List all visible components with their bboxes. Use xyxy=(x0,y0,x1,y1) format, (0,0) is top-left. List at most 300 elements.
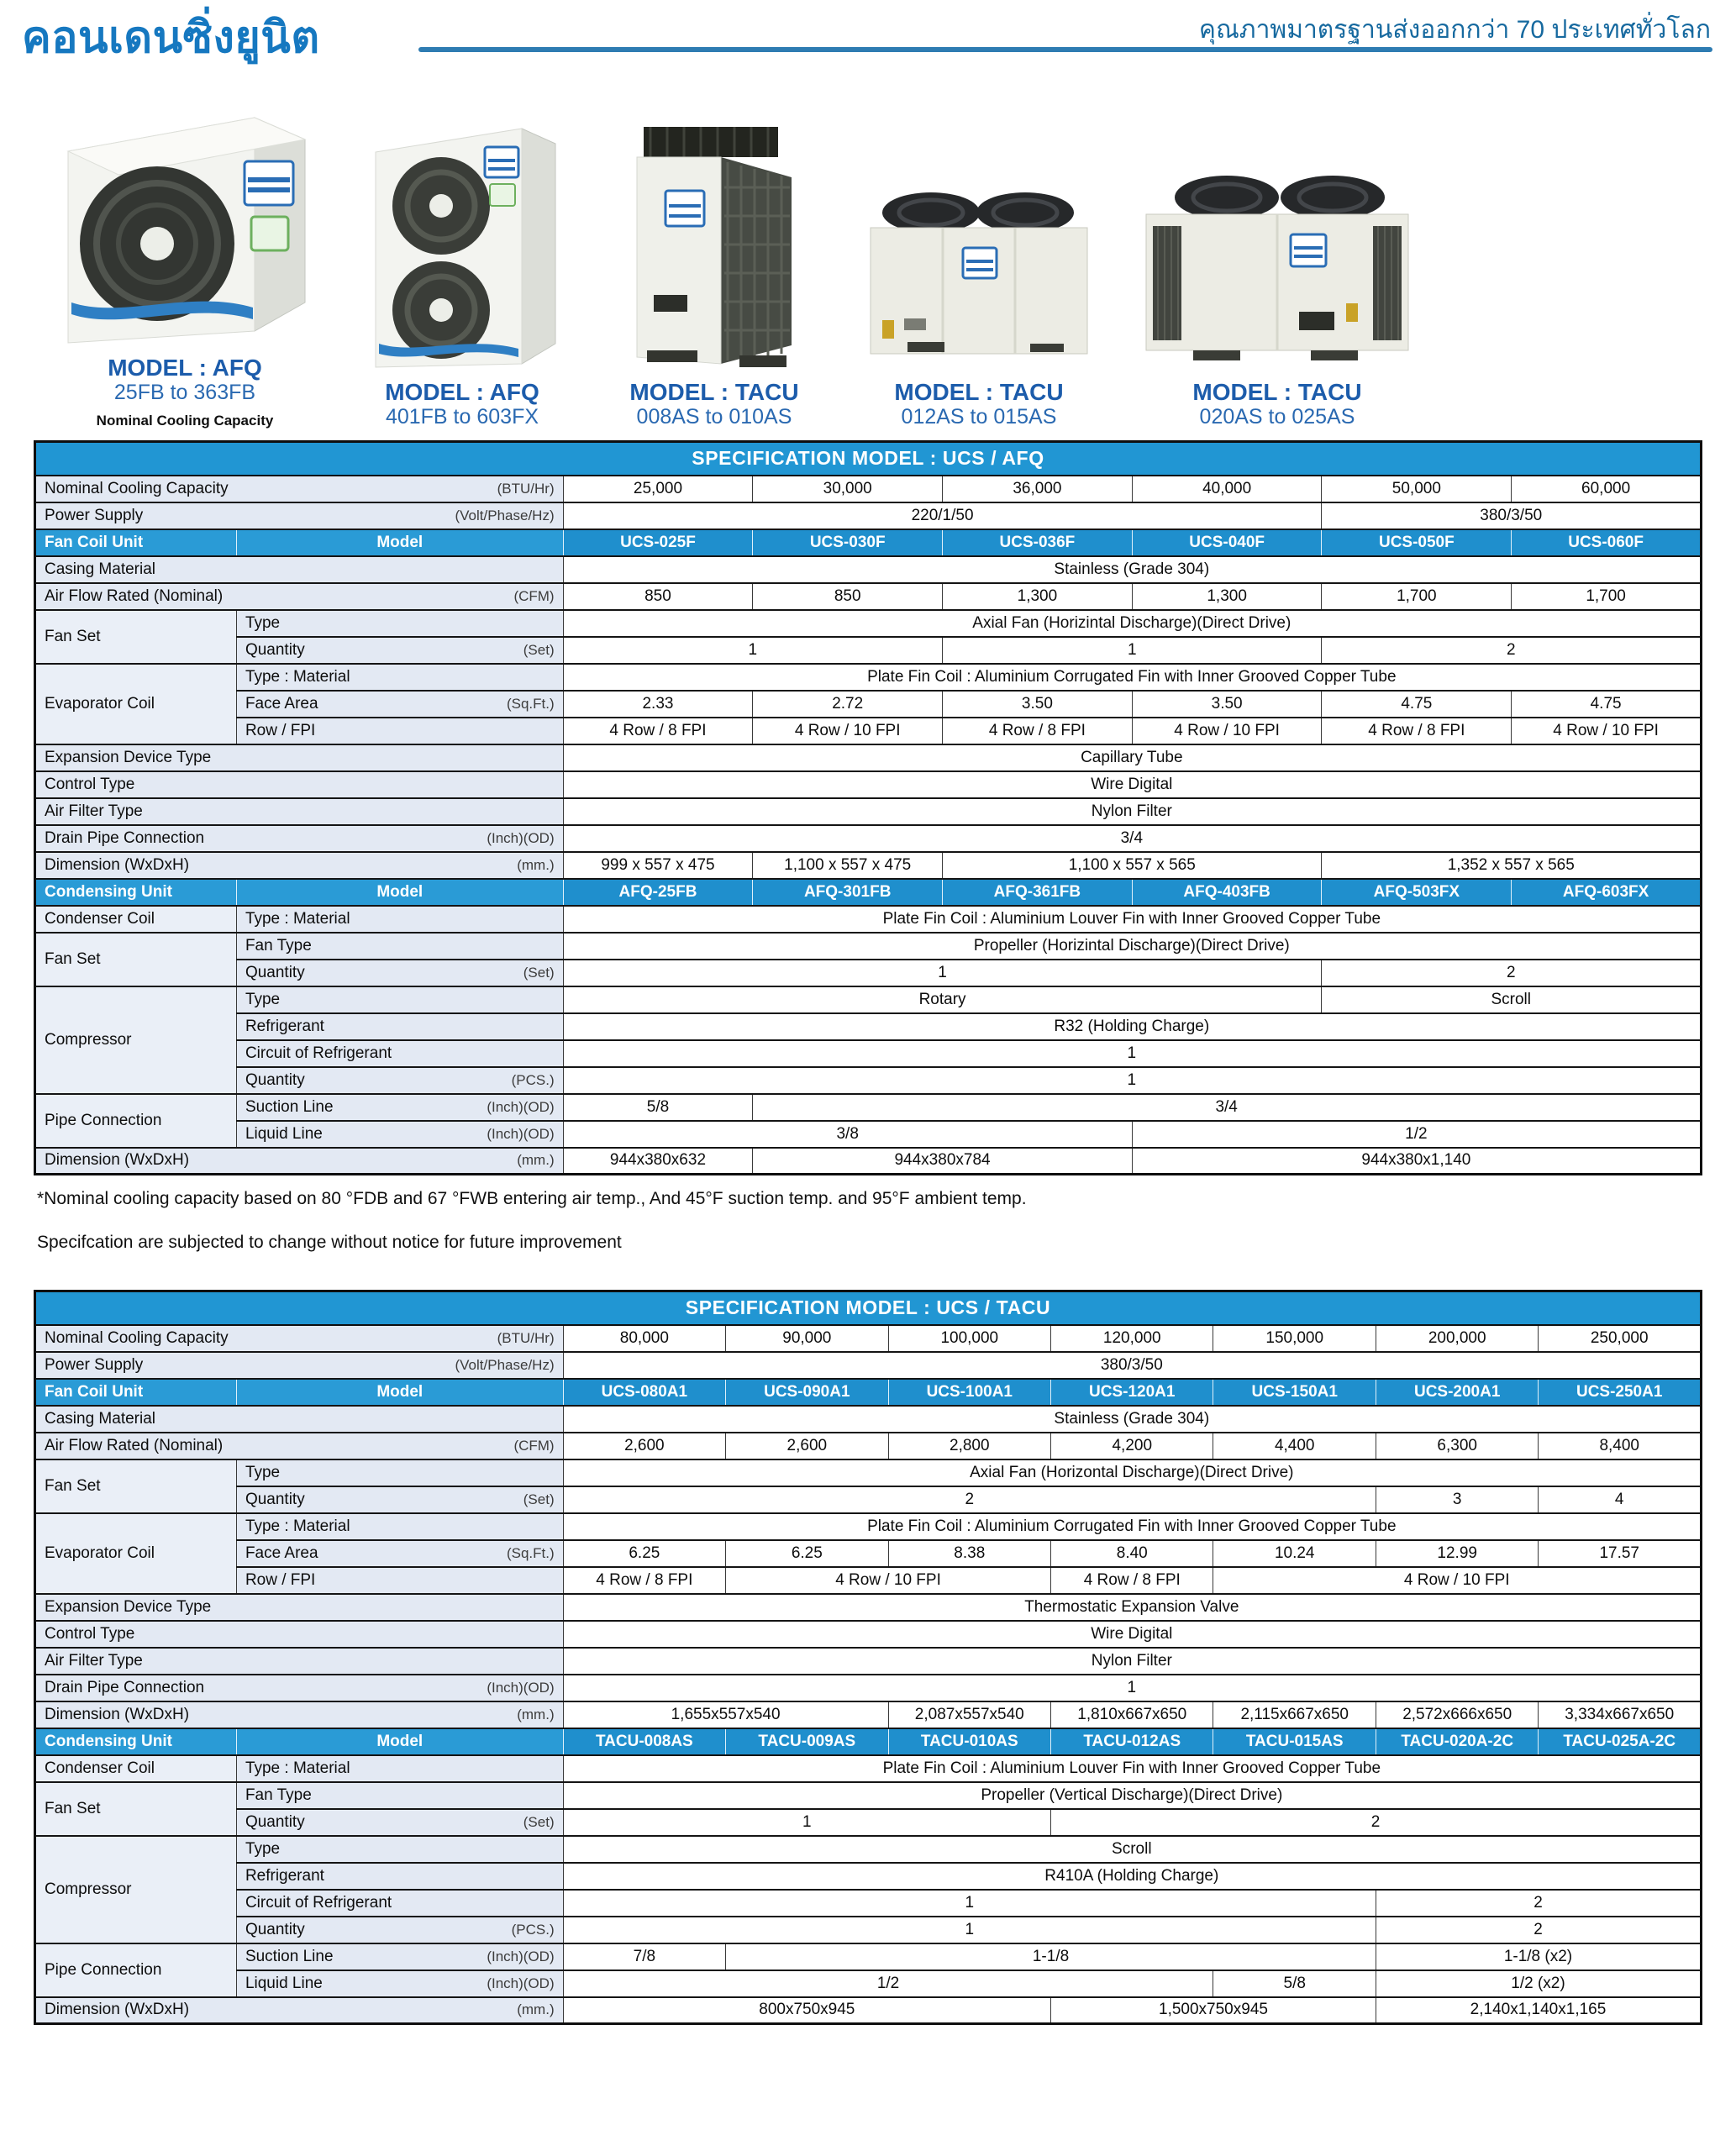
spec-value-cell: 4 Row / 10 FPI xyxy=(726,1567,1051,1594)
spec-row xyxy=(35,1352,1702,1379)
spec-value-cell: 4.75 xyxy=(1322,691,1512,718)
spec-value-cell: 1,100 x 557 x 565 xyxy=(943,852,1322,879)
spec-row xyxy=(35,502,1702,529)
spec-value-cell: 2 xyxy=(563,1486,1376,1513)
spec-value-cell: R32 (Holding Charge) xyxy=(563,1013,1701,1040)
row-label-text: Power Supply xyxy=(45,1355,144,1374)
spec-value-cell: 1/2 (x2) xyxy=(1376,1970,1701,1997)
row-sublabel xyxy=(236,1809,563,1836)
spec-row xyxy=(35,718,1702,744)
product-image-afq-small xyxy=(46,94,324,346)
spec-value-cell: 4,200 xyxy=(1051,1433,1213,1459)
row-label-text: Casing Material xyxy=(45,1409,155,1428)
row-sublabel xyxy=(236,933,563,960)
model-name-cell: AFQ-361FB xyxy=(943,879,1133,906)
spec-row xyxy=(35,906,1702,933)
model-name-cell: AFQ-403FB xyxy=(1132,879,1322,906)
spec-row xyxy=(35,1917,1702,1943)
spec-row xyxy=(35,1433,1702,1459)
spec-row xyxy=(35,1094,1702,1121)
spec-value-cell: 1,810x667x650 xyxy=(1051,1701,1213,1728)
product-model-label: MODEL : TACU xyxy=(1192,378,1362,405)
spec-table-ucs-afq xyxy=(34,440,1736,1175)
row-label-text: Refrigerant xyxy=(245,1017,324,1035)
row-label xyxy=(35,1997,564,2024)
product-model-label: MODEL : TACU xyxy=(629,378,799,405)
spec-row xyxy=(35,1567,1702,1594)
spec-value-cell: 2 xyxy=(1322,637,1702,664)
row-label-text: Dimension (WxDxH) xyxy=(45,1705,190,1723)
row-sublabel xyxy=(236,718,563,744)
spec-value-cell: 944x380x632 xyxy=(563,1148,753,1175)
spec-value-cell: 2 xyxy=(1322,960,1702,986)
spec-row xyxy=(35,1013,1702,1040)
group-label: Pipe Connection xyxy=(35,1094,237,1148)
spec-value-cell: 2,115x667x650 xyxy=(1213,1701,1376,1728)
model-name-cell: TACU-009AS xyxy=(726,1728,888,1755)
spec-table xyxy=(34,1290,1702,2025)
row-unit-text: (Sq.Ft.) xyxy=(506,1544,555,1561)
row-label-text: Type : Material xyxy=(245,909,350,928)
row-sublabel xyxy=(236,1513,563,1540)
model-name-cell: UCS-200A1 xyxy=(1376,1379,1538,1406)
spec-value-cell: Scroll xyxy=(1322,986,1702,1013)
row-label-text: Row / FPI xyxy=(245,721,316,739)
table-title: SPECIFICATION MODEL : UCS / TACU xyxy=(35,1291,1702,1325)
row-unit-text: (Inch)(OD) xyxy=(487,1098,555,1115)
model-name-cell: UCS-025F xyxy=(563,529,753,556)
row-label-text: Quantity xyxy=(245,963,305,981)
spec-value-cell: 1 xyxy=(563,1040,1701,1067)
product-afq-large xyxy=(336,110,588,429)
row-label-text: Quantity xyxy=(245,1490,305,1508)
spec-row xyxy=(35,1809,1702,1836)
spec-value-cell: 8,400 xyxy=(1539,1433,1702,1459)
row-label xyxy=(35,1352,564,1379)
row-unit-text: (CFM) xyxy=(513,1437,555,1454)
row-unit-text: (Set) xyxy=(523,964,555,981)
spec-value-cell: 2,800 xyxy=(888,1433,1050,1459)
product-caption xyxy=(385,379,539,429)
product-tacu-small xyxy=(588,102,840,429)
spec-row xyxy=(35,1836,1702,1863)
row-sublabel xyxy=(236,637,563,664)
spec-row xyxy=(35,1890,1702,1917)
spec-value-cell: 2,600 xyxy=(563,1433,725,1459)
model-name-cell: AFQ-301FB xyxy=(753,879,943,906)
spec-value-cell: 1 xyxy=(563,1067,1701,1094)
spec-value-cell: 800x750x945 xyxy=(563,1997,1050,2024)
spec-value-cell: 1 xyxy=(563,1890,1376,1917)
spec-value-cell: 120,000 xyxy=(1051,1325,1213,1352)
row-sublabel xyxy=(236,691,563,718)
spec-value-cell: 1 xyxy=(563,1917,1376,1943)
spec-row xyxy=(35,1067,1702,1094)
product-model-label: MODEL : TACU xyxy=(894,378,1064,405)
group-label: Fan Set xyxy=(35,610,237,664)
row-label xyxy=(35,502,564,529)
row-label-text: Type xyxy=(245,1463,281,1481)
spec-value-cell: 12.99 xyxy=(1376,1540,1538,1567)
footnotes xyxy=(37,1189,1736,1253)
model-name-cell: UCS-036F xyxy=(943,529,1133,556)
spec-value-cell: 1/2 xyxy=(563,1970,1213,1997)
spec-row xyxy=(35,691,1702,718)
spec-value-cell: 250,000 xyxy=(1539,1325,1702,1352)
row-label-text: Control Type xyxy=(45,1624,135,1643)
spec-value-cell: 3/4 xyxy=(753,1094,1702,1121)
spec-row xyxy=(35,664,1702,691)
model-name-cell: UCS-050F xyxy=(1322,529,1512,556)
spec-row xyxy=(35,744,1702,771)
group-label: Pipe Connection xyxy=(35,1943,237,1997)
group-label: Fan Set xyxy=(35,1782,237,1836)
row-label-text: Air Filter Type xyxy=(45,802,143,820)
row-sublabel xyxy=(236,960,563,986)
footnote-cooling-basis: *Nominal cooling capacity based on 80 °FDB and 67 °FWB entering air temp., And 45°F suction temp. and 95°F ambient temp. xyxy=(37,1189,1027,1208)
spec-value-cell: Plate Fin Coil : Aluminium Corrugated Fin with Inner Grooved Copper Tube xyxy=(563,664,1701,691)
row-label-text: Casing Material xyxy=(45,560,155,578)
spec-row xyxy=(35,852,1702,879)
condensing-unit-illustration xyxy=(857,177,1101,371)
spec-value-cell: 2 xyxy=(1376,1917,1701,1943)
spec-value-cell: 1 xyxy=(563,1675,1701,1701)
row-sublabel xyxy=(236,1459,563,1486)
row-unit-text: (mm.) xyxy=(517,1706,555,1722)
spec-value-cell: 50,000 xyxy=(1322,476,1512,502)
row-unit-text: (Inch)(OD) xyxy=(487,1679,555,1696)
row-sublabel xyxy=(236,1943,563,1970)
spec-value-cell: Plate Fin Coil : Aluminium Louver Fin with Inner Grooved Copper Tube xyxy=(563,1755,1701,1782)
spec-value-cell: Thermostatic Expansion Valve xyxy=(563,1594,1701,1621)
row-label xyxy=(35,1594,564,1621)
spec-value-cell: 4 xyxy=(1539,1486,1702,1513)
spec-value-cell: 4 Row / 8 FPI xyxy=(943,718,1133,744)
spec-value-cell: 90,000 xyxy=(726,1325,888,1352)
row-label xyxy=(35,476,564,502)
row-unit-text: (PCS.) xyxy=(511,1921,555,1938)
section-label: Fan Coil Unit xyxy=(35,529,237,556)
model-header-row xyxy=(35,1379,1702,1406)
product-model-label: MODEL : AFQ xyxy=(108,354,262,381)
table-title-row xyxy=(35,1291,1702,1325)
row-label-text: Quantity xyxy=(245,1812,305,1831)
row-label xyxy=(35,1406,564,1433)
spec-value-cell: 7/8 xyxy=(563,1943,725,1970)
row-unit-text: (Set) xyxy=(523,1813,555,1830)
product-image-tacu-small xyxy=(613,102,815,371)
spec-row xyxy=(35,1513,1702,1540)
spec-row xyxy=(35,771,1702,798)
product-range-label: 020AS to 025AS xyxy=(1199,405,1355,429)
row-sublabel xyxy=(236,1540,563,1567)
spec-row xyxy=(35,960,1702,986)
row-label-text: Circuit of Refrigerant xyxy=(245,1044,392,1062)
row-unit-text: (Set) xyxy=(523,1491,555,1507)
spec-value-cell: 17.57 xyxy=(1539,1540,1702,1567)
spec-row xyxy=(35,1755,1702,1782)
row-label-text: Dimension (WxDxH) xyxy=(45,1151,190,1170)
model-name-cell: UCS-060F xyxy=(1512,529,1702,556)
product-tacu-medium xyxy=(840,169,1118,429)
spec-value-cell: Scroll xyxy=(563,1836,1701,1863)
spec-value-cell: 3.50 xyxy=(1132,691,1322,718)
row-label xyxy=(35,1621,564,1648)
row-sublabel xyxy=(236,906,563,933)
spec-value-cell: 3/8 xyxy=(563,1121,1132,1148)
row-unit-text: (Inch)(OD) xyxy=(487,829,555,846)
spec-row xyxy=(35,986,1702,1013)
spec-value-cell: Plate Fin Coil : Aluminium Corrugated Fin with Inner Grooved Copper Tube xyxy=(563,1513,1701,1540)
spec-value-cell: 4 Row / 8 FPI xyxy=(563,718,753,744)
spec-row xyxy=(35,1675,1702,1701)
spec-value-cell: Capillary Tube xyxy=(563,744,1701,771)
row-label-text: Expansion Device Type xyxy=(45,748,212,766)
page-header xyxy=(0,0,1736,62)
row-sublabel xyxy=(236,1094,563,1121)
row-unit-text: (Sq.Ft.) xyxy=(506,695,555,712)
spec-value-cell: 1,352 x 557 x 565 xyxy=(1322,852,1702,879)
model-name-cell: TACU-010AS xyxy=(888,1728,1050,1755)
model-name-cell: TACU-008AS xyxy=(563,1728,725,1755)
model-name-cell: AFQ-503FX xyxy=(1322,879,1512,906)
row-sublabel xyxy=(236,1121,563,1148)
model-column-label: Model xyxy=(236,529,563,556)
row-sublabel xyxy=(236,1040,563,1067)
spec-value-cell: 1,300 xyxy=(943,583,1133,610)
row-unit-text: (Inch)(OD) xyxy=(487,1975,555,1991)
row-label-text: Nominal Cooling Capacity xyxy=(45,1328,229,1347)
model-column-label: Model xyxy=(236,879,563,906)
row-label-text: Quantity xyxy=(245,640,305,659)
model-name-cell: UCS-150A1 xyxy=(1213,1379,1376,1406)
spec-row xyxy=(35,1406,1702,1433)
row-label xyxy=(35,798,564,825)
spec-row xyxy=(35,933,1702,960)
row-label-text: Expansion Device Type xyxy=(45,1597,212,1616)
model-name-cell: UCS-030F xyxy=(753,529,943,556)
row-unit-text: (Inch)(OD) xyxy=(487,1125,555,1142)
row-label-text: Type : Material xyxy=(245,1759,350,1777)
spec-value-cell: 2.72 xyxy=(753,691,943,718)
row-label-text: Drain Pipe Connection xyxy=(45,1678,205,1696)
spec-value-cell: 150,000 xyxy=(1213,1325,1376,1352)
row-unit-text: (BTU/Hr) xyxy=(497,480,555,497)
model-name-cell: UCS-080A1 xyxy=(563,1379,725,1406)
product-range-label: 008AS to 010AS xyxy=(636,405,792,429)
row-label xyxy=(35,1433,564,1459)
model-name-cell: AFQ-25FB xyxy=(563,879,753,906)
row-label-text: Dimension (WxDxH) xyxy=(45,855,190,874)
row-label-text: Nominal Cooling Capacity xyxy=(45,479,229,497)
spec-value-cell: 2,600 xyxy=(726,1433,888,1459)
row-unit-text: (mm.) xyxy=(517,1152,555,1169)
spec-value-cell: 10.24 xyxy=(1213,1540,1376,1567)
condensing-unit-illustration xyxy=(357,118,567,371)
spec-row xyxy=(35,1648,1702,1675)
row-label-text: Type xyxy=(245,613,281,632)
row-unit-text: (BTU/Hr) xyxy=(497,1329,555,1346)
spec-row xyxy=(35,1148,1702,1175)
spec-value-cell: 1-1/8 (x2) xyxy=(1376,1943,1701,1970)
model-name-cell: UCS-100A1 xyxy=(888,1379,1050,1406)
row-unit-text: (PCS.) xyxy=(511,1071,555,1088)
group-label: Evaporator Coil xyxy=(35,1513,237,1594)
row-label-text: Dimension (WxDxH) xyxy=(45,2001,190,2019)
row-unit-text: (Inch)(OD) xyxy=(487,1948,555,1964)
spec-row xyxy=(35,1121,1702,1148)
spec-value-cell: 4 Row / 8 FPI xyxy=(563,1567,725,1594)
model-name-cell: UCS-250A1 xyxy=(1539,1379,1702,1406)
row-sublabel xyxy=(236,1917,563,1943)
section-label: Condensing Unit xyxy=(35,1728,237,1755)
product-range-label: 012AS to 015AS xyxy=(901,405,1057,429)
spec-value-cell: 1,300 xyxy=(1132,583,1322,610)
row-label-text: Liquid Line xyxy=(245,1124,323,1143)
spec-row xyxy=(35,583,1702,610)
spec-value-cell: 6,300 xyxy=(1376,1433,1538,1459)
spec-value-cell: 25,000 xyxy=(563,476,753,502)
spec-row xyxy=(35,825,1702,852)
spec-value-cell: Stainless (Grade 304) xyxy=(563,556,1701,583)
spec-row xyxy=(35,1540,1702,1567)
row-label xyxy=(35,825,564,852)
spec-value-cell: 380/3/50 xyxy=(1322,502,1702,529)
spec-value-cell: 30,000 xyxy=(753,476,943,502)
row-sublabel xyxy=(236,1970,563,1997)
row-unit-text: (Volt/Phase/Hz) xyxy=(455,507,555,523)
spec-value-cell: 36,000 xyxy=(943,476,1133,502)
spec-value-cell: 944x380x1,140 xyxy=(1132,1148,1701,1175)
section-label: Fan Coil Unit xyxy=(35,1379,237,1406)
product-tacu-large xyxy=(1118,152,1437,429)
row-label-text: Drain Pipe Connection xyxy=(45,828,205,847)
group-label: Compressor xyxy=(35,1836,237,1943)
spec-value-cell: 2.33 xyxy=(563,691,753,718)
group-label: Condenser Coil xyxy=(35,906,237,933)
condensing-unit-illustration xyxy=(46,103,324,346)
model-name-cell: UCS-120A1 xyxy=(1051,1379,1213,1406)
spec-value-cell: 2 xyxy=(1051,1809,1702,1836)
table-title: SPECIFICATION MODEL : UCS / AFQ xyxy=(35,442,1702,476)
spec-value-cell: 1 xyxy=(563,637,942,664)
model-column-label: Model xyxy=(236,1379,563,1406)
section-label: Condensing Unit xyxy=(35,879,237,906)
row-label-text: Air Filter Type xyxy=(45,1651,143,1670)
row-label-text: Face Area xyxy=(245,694,318,713)
spec-row xyxy=(35,476,1702,502)
row-label xyxy=(35,583,564,610)
spec-row xyxy=(35,556,1702,583)
spec-value-cell: 4,400 xyxy=(1213,1433,1376,1459)
spec-value-cell: 1,500x750x945 xyxy=(1051,1997,1376,2024)
spec-row xyxy=(35,1621,1702,1648)
model-name-cell: TACU-020A-2C xyxy=(1376,1728,1538,1755)
group-label: Evaporator Coil xyxy=(35,664,237,744)
row-label xyxy=(35,1325,564,1352)
spec-row xyxy=(35,1459,1702,1486)
model-column-label: Model xyxy=(236,1728,563,1755)
row-label-text: Suction Line xyxy=(245,1097,334,1116)
spec-value-cell: 5/8 xyxy=(1213,1970,1376,1997)
row-label-text: Power Supply xyxy=(45,506,144,524)
row-sublabel xyxy=(236,610,563,637)
spec-value-cell: 3,334x667x650 xyxy=(1539,1701,1702,1728)
model-header-row xyxy=(35,529,1702,556)
product-gallery xyxy=(0,62,1736,429)
table-title-row xyxy=(35,442,1702,476)
product-image-afq-large xyxy=(357,110,567,371)
spec-value-cell: 1 xyxy=(563,1809,1050,1836)
row-sublabel xyxy=(236,1890,563,1917)
product-caption xyxy=(894,379,1063,429)
spec-value-cell: 200,000 xyxy=(1376,1325,1538,1352)
row-label xyxy=(35,771,564,798)
row-label-text: Row / FPI xyxy=(245,1570,316,1589)
spec-value-cell: 40,000 xyxy=(1132,476,1322,502)
spec-row xyxy=(35,1970,1702,1997)
spec-value-cell: 3/4 xyxy=(563,825,1701,852)
spec-row xyxy=(35,1701,1702,1728)
row-label-text: Fan Type xyxy=(245,1785,312,1804)
row-label-text: Control Type xyxy=(45,775,135,793)
spec-value-cell: 4.75 xyxy=(1512,691,1702,718)
product-caption xyxy=(1192,379,1361,429)
row-label-text: Suction Line xyxy=(245,1947,334,1965)
row-label-text: Type : Material xyxy=(245,667,350,686)
spec-row xyxy=(35,610,1702,637)
row-unit-text: (mm.) xyxy=(517,2001,555,2018)
row-label-text: Type : Material xyxy=(245,1517,350,1535)
spec-value-cell: 2 xyxy=(1376,1890,1701,1917)
product-afq-small xyxy=(34,94,336,429)
spec-row xyxy=(35,1782,1702,1809)
spec-value-cell: 2,572x666x650 xyxy=(1376,1701,1538,1728)
page-title: คอนเดนซิ่งยูนิต xyxy=(22,13,320,62)
row-sublabel xyxy=(236,1486,563,1513)
spec-value-cell: 80,000 xyxy=(563,1325,725,1352)
row-sublabel xyxy=(236,1836,563,1863)
model-name-cell: UCS-090A1 xyxy=(726,1379,888,1406)
spec-value-cell: Stainless (Grade 304) xyxy=(563,1406,1701,1433)
spec-value-cell: 1,700 xyxy=(1322,583,1512,610)
row-sublabel xyxy=(236,1013,563,1040)
model-name-cell: AFQ-603FX xyxy=(1512,879,1702,906)
row-label-text: Fan Type xyxy=(245,936,312,955)
row-label xyxy=(35,1675,564,1701)
spec-value-cell: 3 xyxy=(1376,1486,1538,1513)
row-label-text: Air Flow Rated (Nominal) xyxy=(45,1436,224,1454)
row-label-text: Type xyxy=(245,990,281,1008)
spec-value-cell: 8.40 xyxy=(1051,1540,1213,1567)
row-sublabel xyxy=(236,664,563,691)
spec-row xyxy=(35,1325,1702,1352)
product-range-label: 401FB to 603FX xyxy=(385,405,539,429)
spec-value-cell: Propeller (Horizintal Discharge)(Direct Drive) xyxy=(563,933,1701,960)
spec-row xyxy=(35,1486,1702,1513)
spec-value-cell: R410A (Holding Charge) xyxy=(563,1863,1701,1890)
product-image-tacu-large xyxy=(1134,152,1420,371)
spec-value-cell: 4 Row / 10 FPI xyxy=(1132,718,1322,744)
spec-value-cell: 5/8 xyxy=(563,1094,753,1121)
model-header-row xyxy=(35,1728,1702,1755)
row-label-text: Type xyxy=(245,1839,281,1858)
spec-value-cell: Axial Fan (Horizontal Discharge)(Direct Drive) xyxy=(563,1459,1701,1486)
spec-value-cell: Propeller (Vertical Discharge)(Direct Drive) xyxy=(563,1782,1701,1809)
row-label-text: Circuit of Refrigerant xyxy=(245,1893,392,1912)
spec-value-cell: 1,700 xyxy=(1512,583,1702,610)
group-label: Fan Set xyxy=(35,933,237,986)
